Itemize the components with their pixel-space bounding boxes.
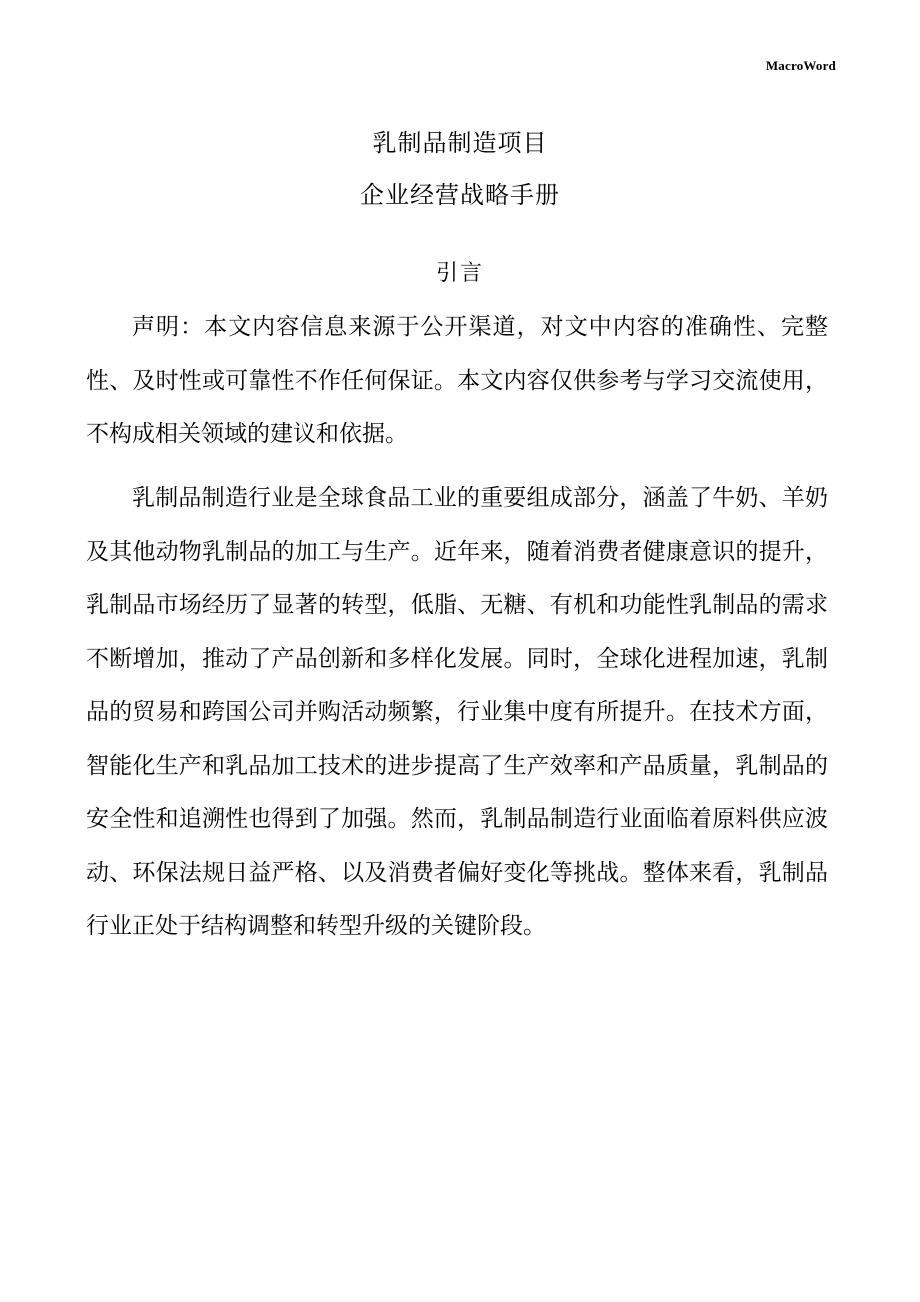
header-brand: MacroWord	[765, 58, 836, 73]
paragraph-industry-overview: 乳制品制造行业是全球食品工业的重要组成部分，涵盖了牛奶、羊奶及其他动物乳制品的加工与生产。近年来，随着消费者健康意识的提升，乳制品市场经历了显著的转型，低脂、无糖、有机和功能性乳制品的需求不断增加，推动了产品创新和多样化发展。同时，全球化进程加速，乳制品的贸易和跨国公司并购活动频繁，行业集中度有所提升。在技术方面，智能化生产和乳品加工技术的进步提高了生产效率和产品质量，乳制品的安全性和追溯性也得到了加强。然而，乳制品制造行业面临着原料供应波动、环保法规日益严格、以及消费者偏好变化等挑战。整体来看，乳制品行业正处于结构调整和转型升级的关键阶段。	[86, 485, 828, 939]
document-title-line2: 企业经营战略手册	[360, 181, 560, 209]
paragraph-disclaimer: 声明：本文内容信息来源于公开渠道，对文中内容的准确性、完整性、及时性或可靠性不作任何保证。本文内容仅供参考与学习交流使用，不构成相关领域的建议和依据。	[86, 314, 828, 447]
document-title-line1: 乳制品制造项目	[372, 129, 548, 157]
section-heading-introduction: 引言	[435, 261, 484, 286]
